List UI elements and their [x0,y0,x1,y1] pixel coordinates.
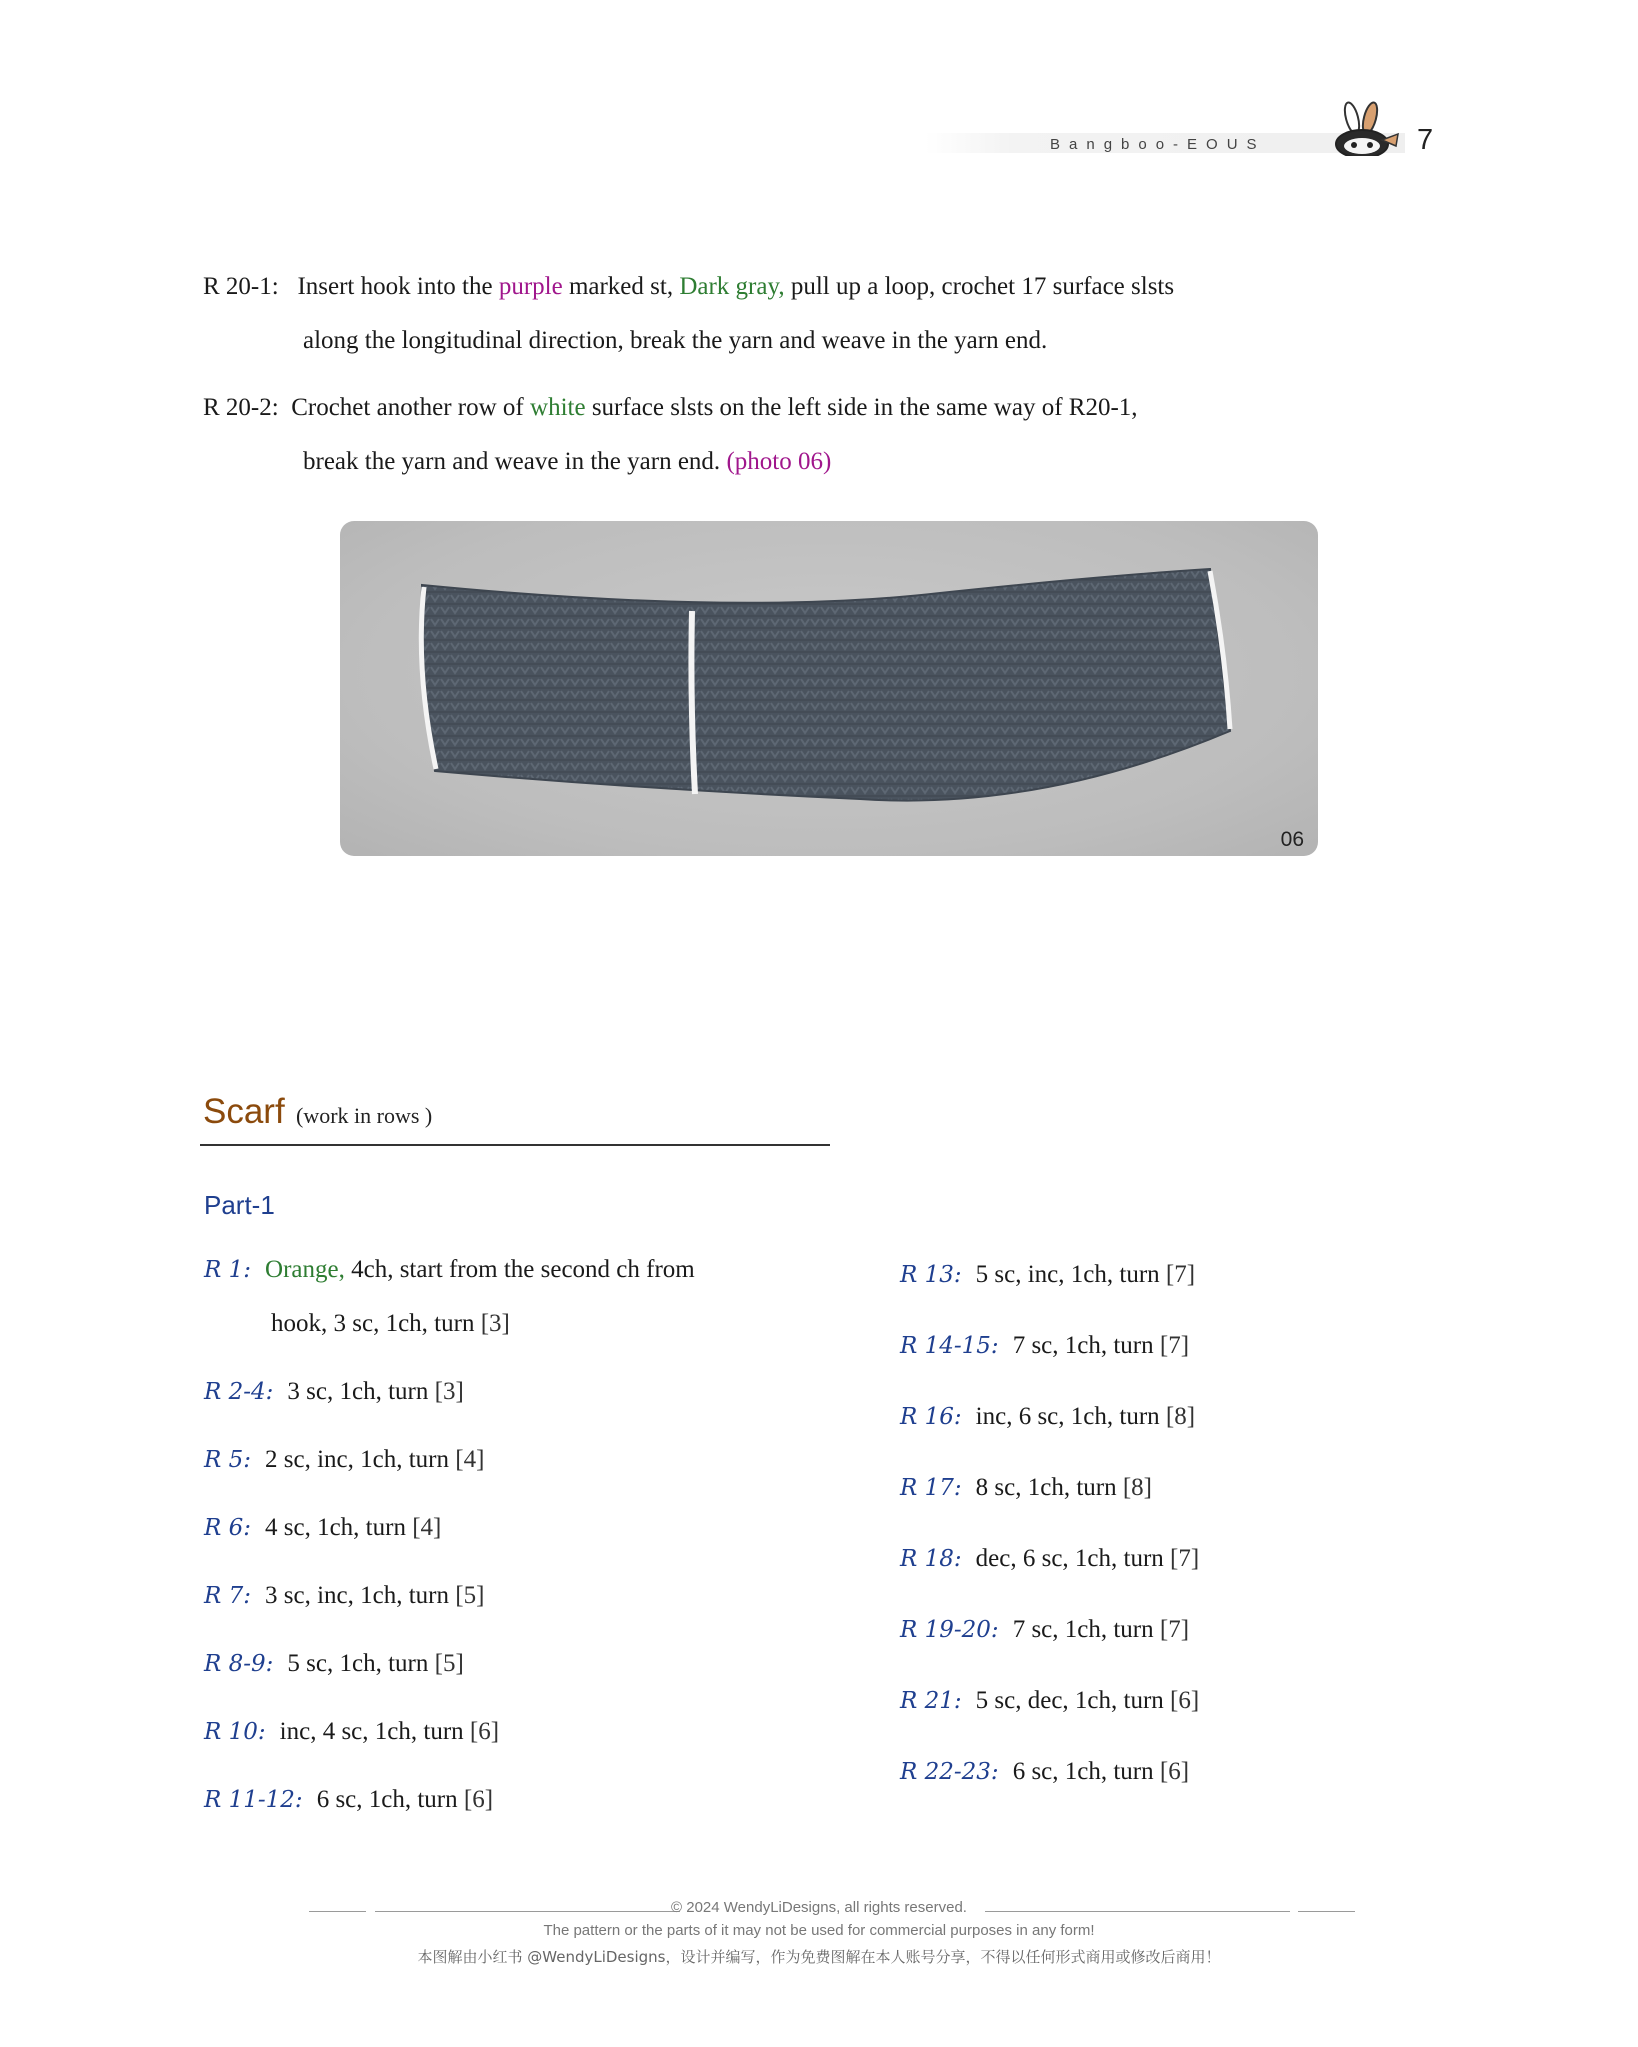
row-text: 2 sc, inc, 1ch, turn [265,1446,449,1473]
row-r7 [204,1582,484,1610]
row-label: R 22-23: [900,1759,999,1785]
photo-06 [340,521,1318,856]
stitch-count: [7] [1165,1261,1196,1288]
instruction-text: along the longitudinal direction, break the yarn and weave in the yarn end. [303,327,1048,354]
photo-number: 06 [1280,828,1304,851]
footer-copyright: © 2024 WendyLiDesigns, all rights reserved. [671,1899,967,1916]
part-title: Part-1 [204,1190,275,1220]
row-text: 5 sc, dec, 1ch, turn [975,1687,1164,1714]
row-label: R 19-20: [900,1617,999,1643]
row-text: 6 sc, 1ch, turn [1012,1758,1154,1785]
row-label: R 13: [900,1262,962,1288]
row-label: R 16: [900,1404,962,1430]
row-text: 8 sc, 1ch, turn [975,1474,1117,1501]
row-label: R 18: [900,1546,962,1572]
stitch-count: [3] [480,1310,510,1337]
page-number: 7 [1417,124,1434,156]
orange-color-word: Orange, [265,1256,345,1283]
row-label: R 11-12: [204,1787,303,1813]
stitch-count: [8] [1122,1474,1153,1501]
row-r14-15 [900,1332,1189,1360]
row-r10 [204,1718,499,1746]
stitch-count: [5] [434,1650,464,1677]
row-r11-12 [204,1786,493,1814]
header-title: Bangboo-EOUS [1050,136,1266,153]
row-label: R 5: [204,1447,252,1473]
row-r19-20 [900,1616,1189,1644]
row-text: dec, 6 sc, 1ch, turn [975,1545,1164,1572]
white-color-word: white [530,394,586,421]
row-text: 4ch, start from the second ch from [351,1256,695,1283]
row-text: 3 sc, 1ch, turn [287,1378,429,1405]
crochet-piece-image [340,521,1318,856]
row-r5 [204,1446,484,1474]
row-r13 [900,1261,1195,1289]
stitch-count: [4] [412,1514,442,1541]
row-r1 [204,1256,695,1284]
instruction-text: break the yarn and weave in the yarn end. [303,448,727,475]
row-text: 3 sc, inc, 1ch, turn [265,1582,449,1609]
row-r6 [204,1514,441,1542]
row-label: R 10: [204,1719,266,1745]
instruction-text: marked st, [562,273,680,300]
row-r17 [900,1474,1152,1502]
row-r1-continued [271,1310,510,1338]
footer-note: The pattern or the parts of it may not be used for commercial purposes in any form! [543,1922,1095,1939]
instruction-text: pull up a loop, crochet 17 surface slsts [784,273,1175,300]
instruction-text: surface slsts on the left side in the same way of R20-1, [585,394,1138,421]
row-label: R 2-4: [204,1379,274,1405]
row-text: hook, 3 sc, 1ch, turn [271,1310,475,1337]
row-r8-9 [204,1650,464,1678]
dark-gray-color-word: Dark gray, [679,273,785,300]
row-text: 7 sc, 1ch, turn [1012,1616,1154,1643]
instruction-r20-1 [203,260,1353,368]
row-label: R 7: [204,1583,252,1609]
row-text: inc, 6 sc, 1ch, turn [975,1403,1160,1430]
row-r18 [900,1545,1199,1573]
row-text: 6 sc, 1ch, turn [316,1786,458,1813]
stitch-count: [4] [455,1446,485,1473]
row-r21 [900,1687,1199,1715]
photo-reference: (photo 06) [726,448,832,475]
row-text: 5 sc, inc, 1ch, turn [975,1261,1160,1288]
row-label: R 8-9: [204,1651,274,1677]
row-text: inc, 4 sc, 1ch, turn [279,1718,464,1745]
stitch-count: [6] [1159,1758,1190,1785]
footer-chinese-note: 本图解由小红书 @WendyLiDesigns，设计并编写，作为免费图解在本人账号分享，不得以任何形式商用或修改后商用！ [417,1948,1221,1966]
row-label: R 20-1: [203,273,279,300]
stitch-count: [7] [1159,1332,1190,1359]
row-label: R 14-15: [900,1333,999,1359]
instruction-text: Crochet another row of [291,394,531,421]
bangboo-mascot-icon [1322,100,1400,156]
row-label: R 20-2: [203,394,279,421]
stitch-count: [3] [434,1378,464,1405]
stitch-count: [6] [1170,1687,1200,1714]
instruction-text: Insert hook into the [297,273,499,300]
row-label: R 17: [900,1475,962,1501]
row-label: R 6: [204,1515,252,1541]
section-title: Scarf [203,1092,285,1131]
purple-color-word: purple [498,273,563,300]
row-text: 4 sc, 1ch, turn [265,1514,406,1541]
row-text: 5 sc, 1ch, turn [287,1650,429,1677]
instruction-r20-2 [203,381,1353,489]
row-r22-23 [900,1758,1189,1786]
row-text: 7 sc, 1ch, turn [1012,1332,1154,1359]
stitch-count: [6] [469,1718,500,1745]
row-label: R 21: [900,1688,962,1714]
section-divider [200,1144,830,1146]
row-r2-4 [204,1378,464,1406]
stitch-count: [6] [463,1786,494,1813]
stitch-count: [7] [1170,1545,1200,1572]
stitch-count: [8] [1165,1403,1196,1430]
stitch-count: [5] [455,1582,485,1609]
section-subtitle: (work in rows ) [296,1103,433,1128]
row-r16 [900,1403,1195,1431]
stitch-count: [7] [1159,1616,1190,1643]
row-label: R 1: [204,1257,252,1283]
